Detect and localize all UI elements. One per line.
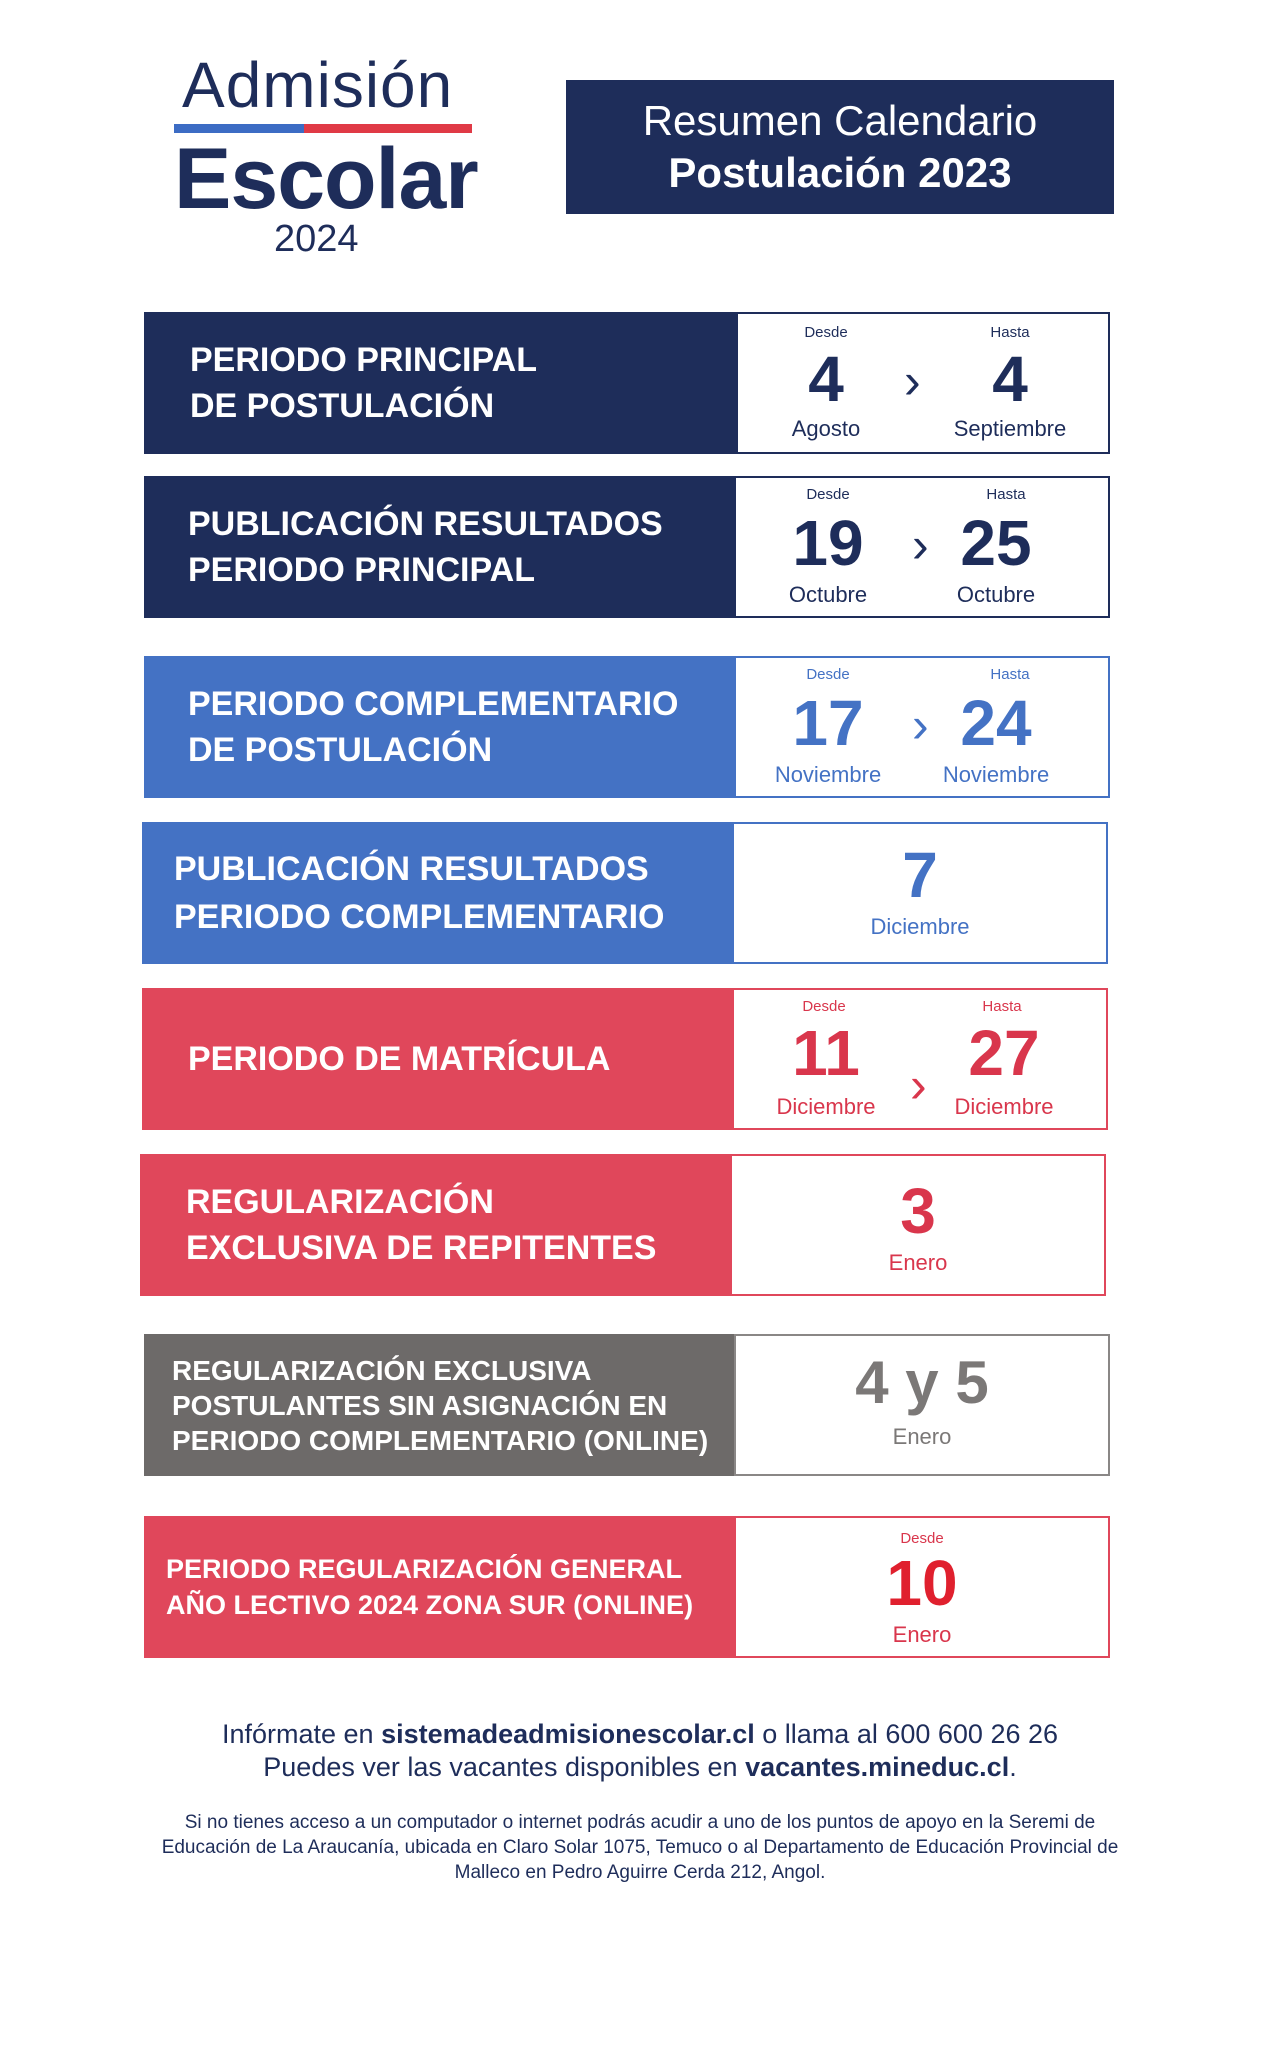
row-periodo-principal — [144, 312, 1110, 454]
logo-admision-text: Admisión — [182, 49, 454, 121]
header-line-2: Postulación 2023 — [668, 149, 1012, 196]
header-line-1: Resumen Calendario — [642, 97, 1038, 144]
from-month: Octubre — [788, 582, 868, 607]
info-line-1: Infórmate en sistemadeadmisionescolar.cl o llama al 600 600 26 26 — [221, 1719, 1059, 1749]
from-day: 4 — [808, 343, 844, 415]
row-resultados-complementario — [142, 822, 1108, 964]
from-day: 19 — [792, 507, 864, 579]
to-caption: Hasta — [990, 324, 1030, 341]
from-caption: Desde — [900, 1530, 944, 1547]
single-day: 10 — [886, 1547, 958, 1619]
header-title-box — [566, 80, 1114, 214]
to-day: 25 — [960, 507, 1032, 579]
logo-escolar-text: Escolar — [174, 131, 478, 227]
row-regularizacion-general — [144, 1516, 1110, 1658]
to-caption: Hasta — [990, 666, 1030, 683]
chevron-right-icon: › — [912, 697, 929, 753]
admision-escolar-logo — [170, 48, 480, 258]
single-month: Enero — [892, 1622, 952, 1647]
single-day: 7 — [902, 839, 938, 911]
info-site-link[interactable]: sistemadeadmisionescolar.cl — [381, 1719, 755, 1749]
from-caption: Desde — [804, 324, 848, 341]
chevron-right-icon: › — [904, 353, 921, 409]
to-month: Octubre — [956, 582, 1036, 607]
row-dates — [734, 656, 1110, 798]
row-resultados-principal — [144, 476, 1110, 618]
chevron-right-icon: › — [912, 517, 929, 573]
row-dates — [734, 1334, 1110, 1476]
support-note: Si no tienes acceso a un computador o internet podrás acudir a uno de los puntos de apoyo en la Seremi de Educación de La Araucanía, ubicada en Claro Solar 1075, Temuco o al Departamento de Educación Provincial de Malleco en Pedro Aguirre Cerda 212, Angol. — [161, 1812, 1119, 1883]
row-dates — [732, 988, 1108, 1130]
info-contact — [140, 1718, 1140, 1784]
from-caption: Desde — [806, 666, 850, 683]
single-month: Enero — [888, 1250, 948, 1275]
from-month: Diciembre — [776, 1094, 876, 1119]
from-day: 11 — [792, 1017, 860, 1089]
row-label: PUBLICACIÓN RESULTADOS PERIODO COMPLEMENTARIO — [142, 822, 732, 964]
from-caption: Desde — [806, 486, 850, 503]
row-label: PUBLICACIÓN RESULTADOS PERIODO PRINCIPAL — [144, 476, 734, 618]
row-label: REGULARIZACIÓN EXCLUSIVA POSTULANTES SIN ASIGNACIÓN EN PERIODO COMPLEMENTARIO (ONLINE) — [144, 1334, 734, 1476]
row-regularizacion-sin-asignacion — [144, 1334, 1110, 1476]
chevron-right-icon: › — [910, 1057, 927, 1113]
logo-year: 2024 — [274, 218, 359, 260]
to-caption: Hasta — [982, 998, 1022, 1015]
row-periodo-matricula — [142, 988, 1108, 1130]
info-line-2: Puedes ver las vacantes disponibles en vacantes.mineduc.cl. — [263, 1752, 1017, 1782]
to-month: Septiembre — [953, 416, 1067, 441]
row-dates — [732, 822, 1108, 964]
vacantes-site-link[interactable]: vacantes.mineduc.cl — [745, 1752, 1010, 1782]
to-month: Noviembre — [942, 762, 1050, 787]
row-dates — [736, 312, 1110, 454]
row-dates — [734, 1516, 1110, 1658]
single-month: Diciembre — [870, 914, 970, 939]
single-month: Enero — [892, 1424, 952, 1449]
row-dates — [730, 1154, 1106, 1296]
from-month: Noviembre — [774, 762, 882, 787]
single-day: 3 — [900, 1175, 936, 1247]
row-label: REGULARIZACIÓN EXCLUSIVA DE REPITENTES — [140, 1154, 730, 1296]
row-dates — [734, 476, 1110, 618]
row-periodo-complementario — [144, 656, 1110, 798]
to-day: 24 — [960, 687, 1032, 759]
row-label: PERIODO COMPLEMENTARIO DE POSTULACIÓN — [144, 656, 734, 798]
row-label: PERIODO REGULARIZACIÓN GENERAL AÑO LECTIVO 2024 ZONA SUR (ONLINE) — [144, 1516, 734, 1658]
from-month: Agosto — [791, 416, 861, 441]
to-day: 4 — [992, 343, 1028, 415]
row-label: PERIODO PRINCIPAL DE POSTULACIÓN — [144, 312, 736, 454]
to-month: Diciembre — [954, 1094, 1054, 1119]
single-day: 4 y 5 — [855, 1349, 989, 1416]
to-day: 27 — [968, 1017, 1040, 1089]
from-caption: Desde — [802, 998, 846, 1015]
from-day: 17 — [792, 687, 864, 759]
row-regularizacion-repitentes — [140, 1154, 1106, 1296]
row-label: PERIODO DE MATRÍCULA — [142, 988, 732, 1130]
to-caption: Hasta — [986, 486, 1026, 503]
